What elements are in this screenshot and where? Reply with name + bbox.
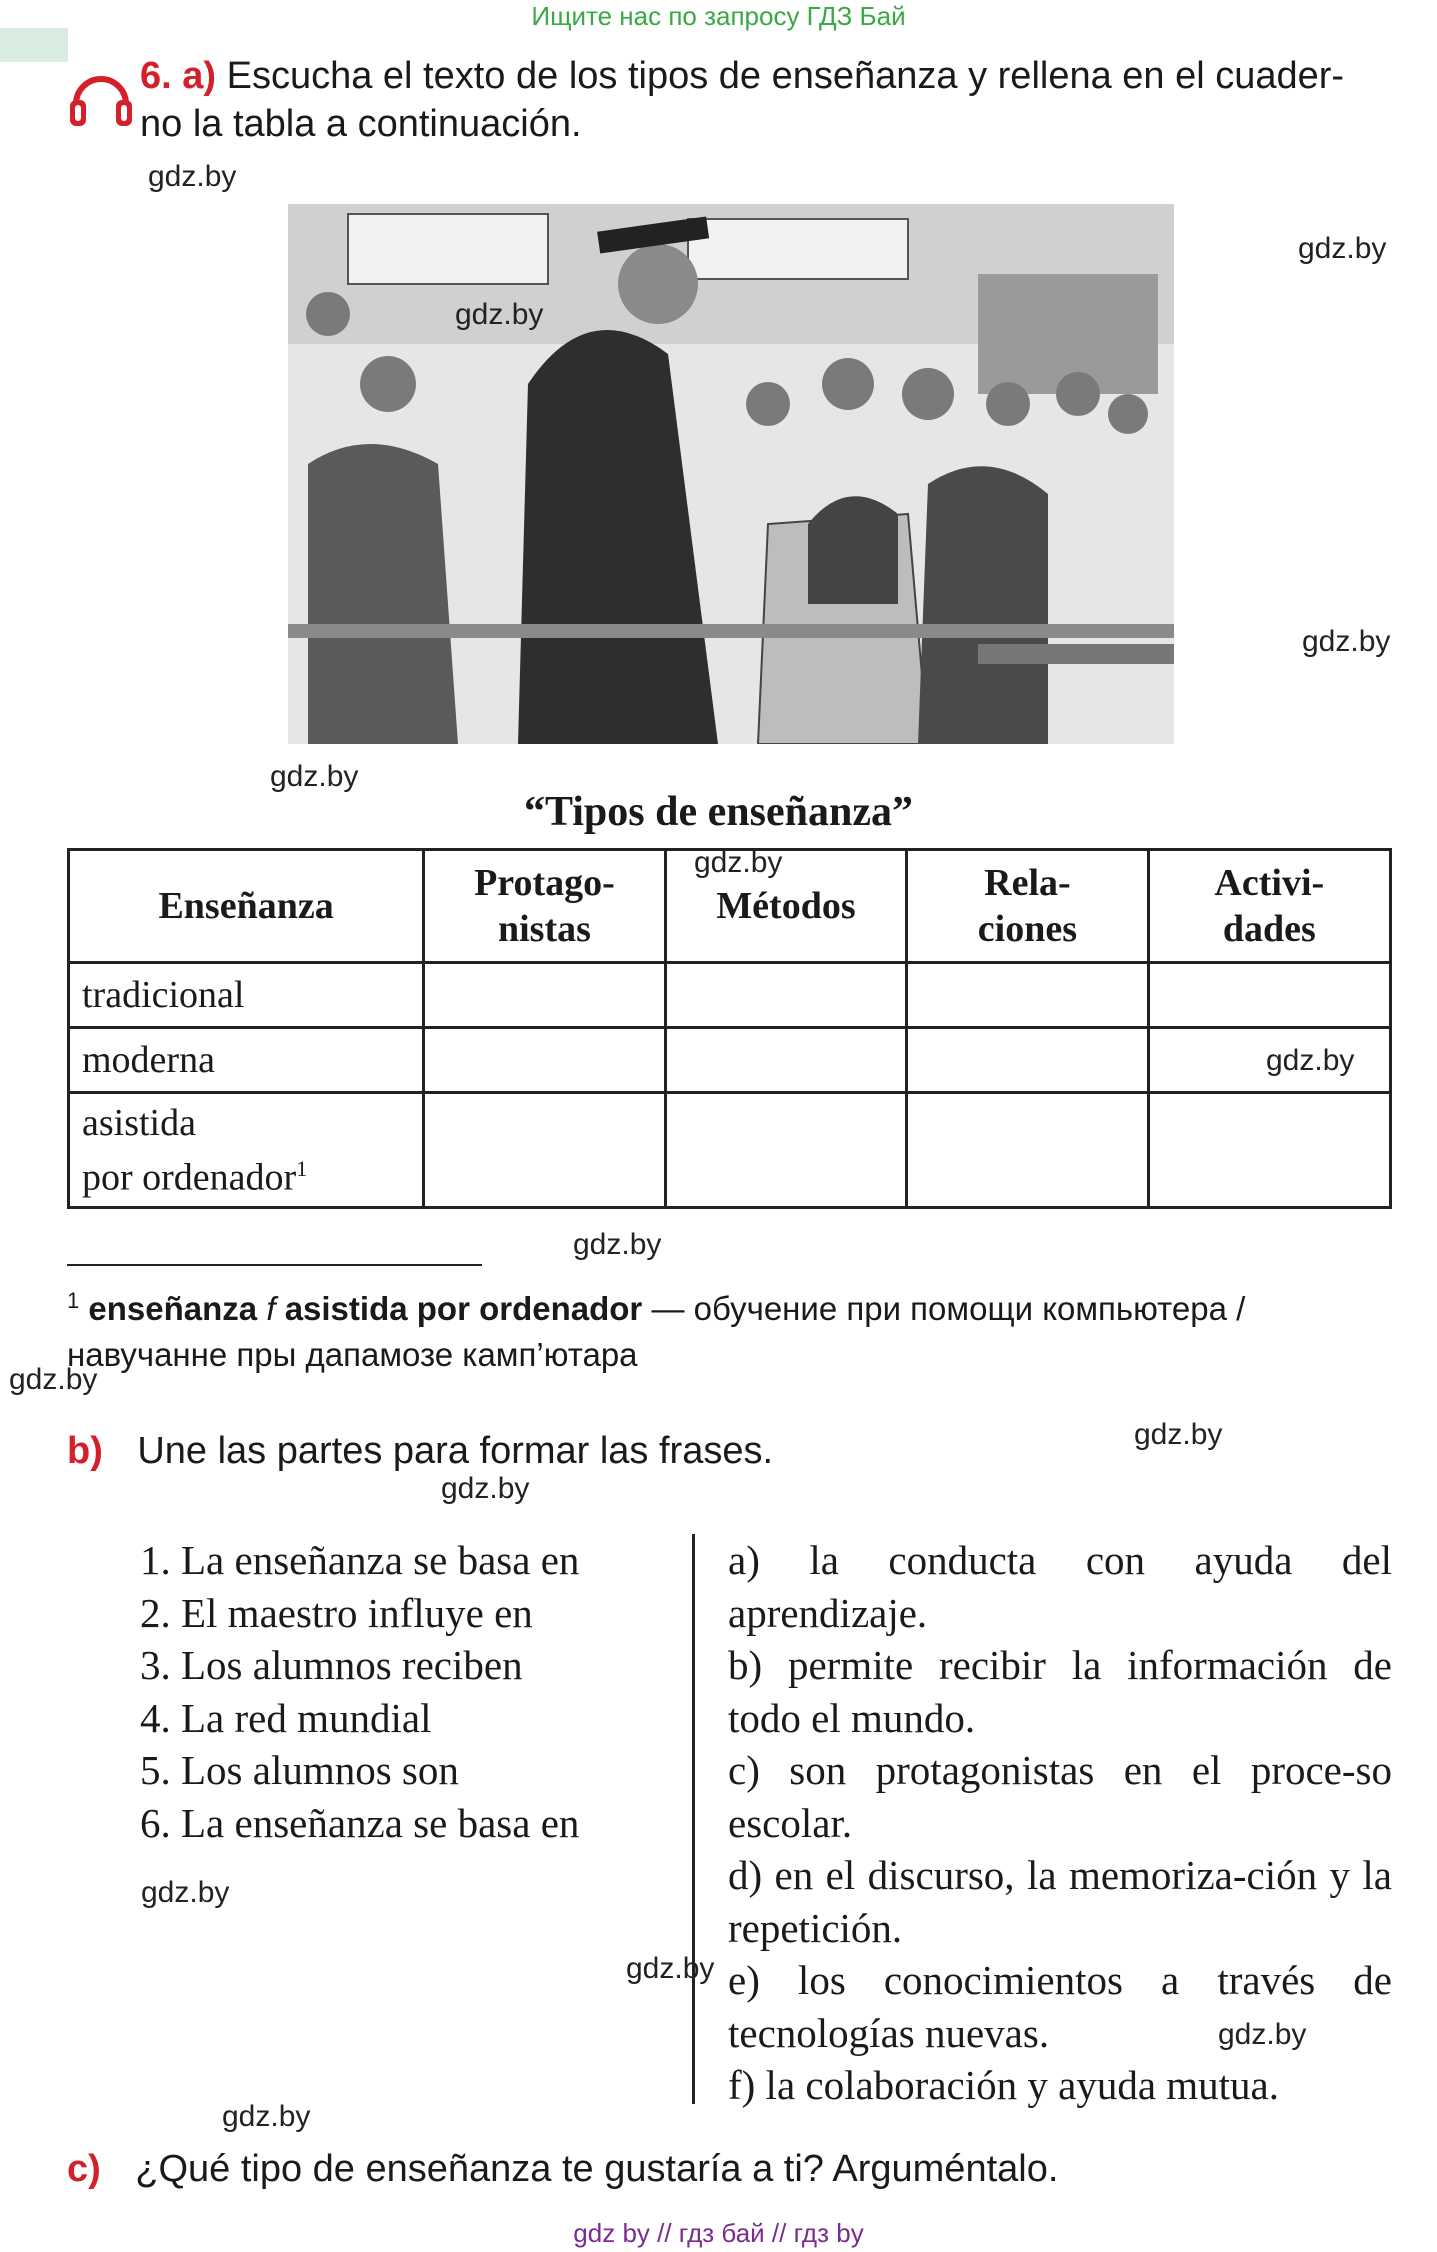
header-protagonistas: Protago- nistas [424,850,666,963]
task-c-heading: c) ¿Qué tipo de enseñanza te gustaría a ti? Arguméntalo. [67,2148,1059,2190]
task-a-line2: no la tabla a continuación. [140,103,582,145]
watermark: gdz.by [222,2100,311,2133]
list-item: 5. Los alumnos son [140,1747,459,1793]
table-row [69,1093,1391,1208]
task-number: 6. a) [140,55,217,97]
task-a-line1: Escucha el texto de los tipos de enseñanza y rellena en el cuader- [226,55,1345,97]
watermark: gdz.by [441,1472,530,1505]
list-item: 4. La red mundial [140,1694,432,1741]
row-label-asistida: asistida por ordenador$^1$ [69,1093,424,1208]
bottom-link[interactable]: gdz by // гдз бай // гдз by [573,2218,864,2248]
table-cell [907,1093,1148,1208]
watermark: gdz.by [573,1228,662,1261]
list-item: d) en el discurso, la memoriza-ción y la repetición. [728,1852,1392,1951]
watermark: gdz.by [1302,625,1391,658]
task-a-heading [140,52,1410,148]
row-label-moderna: moderna [69,1028,424,1093]
corner-decoration [0,28,68,62]
table-cell [424,1028,666,1093]
list-item: b) permite recibir la información de todo el mundo. [728,1642,1392,1741]
list-item: a) la conducta con ayuda del aprendizaje. [728,1537,1392,1636]
classroom-illustration [288,204,1174,744]
top-banner[interactable]: Ищите нас по запросу ГДЗ Бай [531,1,906,31]
header-relaciones: Rela- ciones [907,850,1148,963]
watermark: gdz.by [148,160,237,193]
watermark: gdz.by [1134,1418,1223,1451]
table-cell [907,963,1148,1028]
list-item: e) los conocimientos a través de tecnologías nuevas. [728,1957,1392,2056]
task-b-heading: b) Une las partes para formar las frases. [67,1430,774,1472]
sentence-starts [140,1534,700,1849]
table-cell [1148,1093,1390,1208]
list-item: 6. La enseñanza se basa en [140,1799,580,1846]
footnote: $^1$ enseñanza f asistida por ordenador — обучение при помощи компьютера / навучанне пры дапамозе камп’ютара [67,1288,1246,1373]
header-ensenanza: Enseñanza [69,850,424,963]
list-item: 2. El maestro influye en [140,1589,533,1636]
watermark: gdz.by [1266,1044,1355,1077]
table-cell [1148,963,1390,1028]
watermark: gdz.by [1298,232,1387,265]
teaching-types-table [67,848,1392,1209]
table-cell [907,1028,1148,1093]
headphones-icon [66,62,136,132]
table-row [69,1028,1391,1093]
watermark: gdz.by [694,846,783,879]
watermark: gdz.by [455,298,544,331]
table-cell [665,963,907,1028]
watermark: gdz.by [9,1363,98,1396]
list-item: f) la colaboración y ayuda mutua. [728,2062,1279,2108]
table-cell [424,1093,666,1208]
list-item: 3. Los alumnos reciben [140,1642,523,1688]
watermark: gdz.by [626,1952,715,1985]
header-metodos: Métodos [665,850,907,963]
table-cell [665,1028,907,1093]
list-item: 1. La enseñanza se basa en [140,1537,580,1583]
table-title: “Tipos de enseñanza” [524,789,913,835]
table-cell [665,1093,907,1208]
table-row [69,963,1391,1028]
watermark: gdz.by [141,1876,230,1909]
row-label-tradicional: tradicional [69,963,424,1028]
header-actividades: Activi- dades [1148,850,1390,963]
footnote-divider [67,1264,482,1266]
table-cell [424,963,666,1028]
watermark: gdz.by [270,760,359,793]
column-divider [692,1534,695,2104]
list-item: c) son protagonistas en el proce-so escolar. [728,1747,1392,1846]
watermark: gdz.by [1218,2018,1307,2051]
